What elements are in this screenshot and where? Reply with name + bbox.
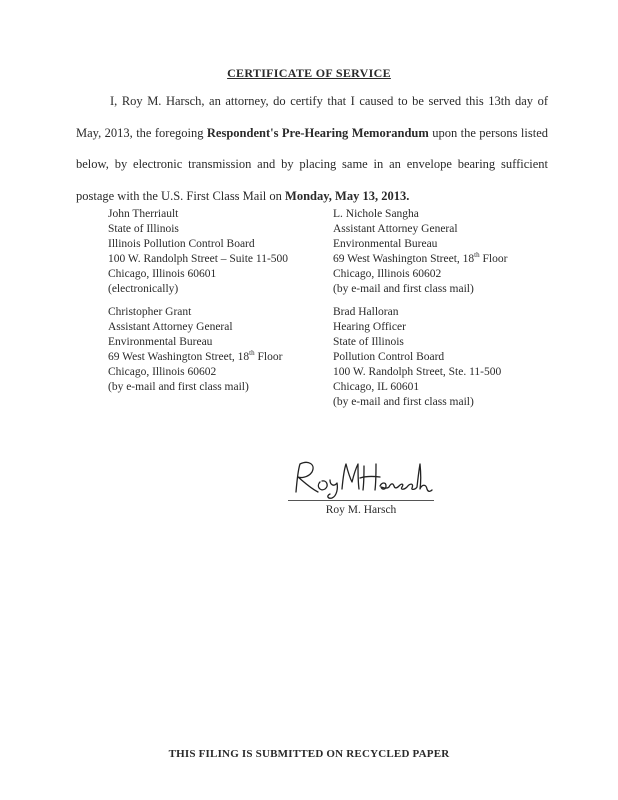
recipient-name: L. Nichole Sangha — [333, 208, 419, 220]
address-line: 100 W. Randolph Street, Ste. 11-500 — [333, 366, 502, 378]
delivery-method: (by e-mail and first class mail) — [333, 396, 474, 408]
recipient-name: Brad Halloran — [333, 306, 399, 318]
address-line: State of Illinois — [333, 336, 404, 348]
recipient-name: John Therriault — [108, 208, 179, 220]
delivery-method: (electronically) — [108, 283, 179, 295]
address-line: Hearing Officer — [333, 321, 406, 333]
address-line: Illinois Pollution Control Board — [108, 238, 255, 250]
paragraph-text-1: I, Roy M. Harsch, an attorney, do certify that I caused to be served this 13th day of May, 2013, the foregoing — [76, 94, 548, 140]
address-line: Chicago, IL 60601 — [333, 381, 420, 393]
recipient-name: Christopher Grant — [108, 306, 192, 318]
address-line: Chicago, Illinois 60602 — [108, 366, 217, 378]
address-line: Chicago, Illinois 60602 — [333, 268, 442, 280]
address-line: Environmental Bureau — [333, 238, 438, 250]
recipient-address-block — [108, 207, 288, 297]
service-date: Monday, May 13, 2013. — [285, 188, 410, 203]
handwritten-signature — [288, 452, 434, 500]
address-line: Pollution Control Board — [333, 351, 445, 363]
address-line: 69 West Washington Street, 18th Floor — [333, 251, 508, 265]
signature-line — [288, 500, 434, 501]
recipient-address-block — [333, 305, 501, 410]
address-line: State of Illinois — [108, 223, 179, 235]
address-line: 69 West Washington Street, 18th Floor — [108, 349, 283, 363]
recipient-address-block — [108, 305, 282, 395]
delivery-method: (by e-mail and first class mail) — [108, 381, 249, 393]
address-line: 100 W. Randolph Street – Suite 11-500 — [108, 253, 289, 265]
address-line: Assistant Attorney General — [108, 321, 233, 333]
delivery-method: (by e-mail and first class mail) — [333, 283, 474, 295]
address-line: Assistant Attorney General — [333, 223, 458, 235]
recipient-address-block — [333, 207, 507, 297]
certification-paragraph — [76, 86, 548, 212]
signature-block — [288, 452, 434, 516]
recycled-paper-notice: THIS FILING IS SUBMITTED ON RECYCLED PAPER — [168, 748, 450, 760]
page-title: CERTIFICATE OF SERVICE — [227, 66, 391, 80]
address-line: Environmental Bureau — [108, 336, 213, 348]
signatory-name: Roy M. Harsch — [325, 504, 397, 516]
paragraph-text-2: upon the persons listed below, by electronic transmission and by placing same in an envelope bearing sufficient postage with the U.S. First Class Mail on — [76, 125, 548, 203]
address-line: Chicago, Illinois 60601 — [108, 268, 217, 280]
document-name: Respondent's Pre-Hearing Memorandum — [206, 125, 429, 140]
